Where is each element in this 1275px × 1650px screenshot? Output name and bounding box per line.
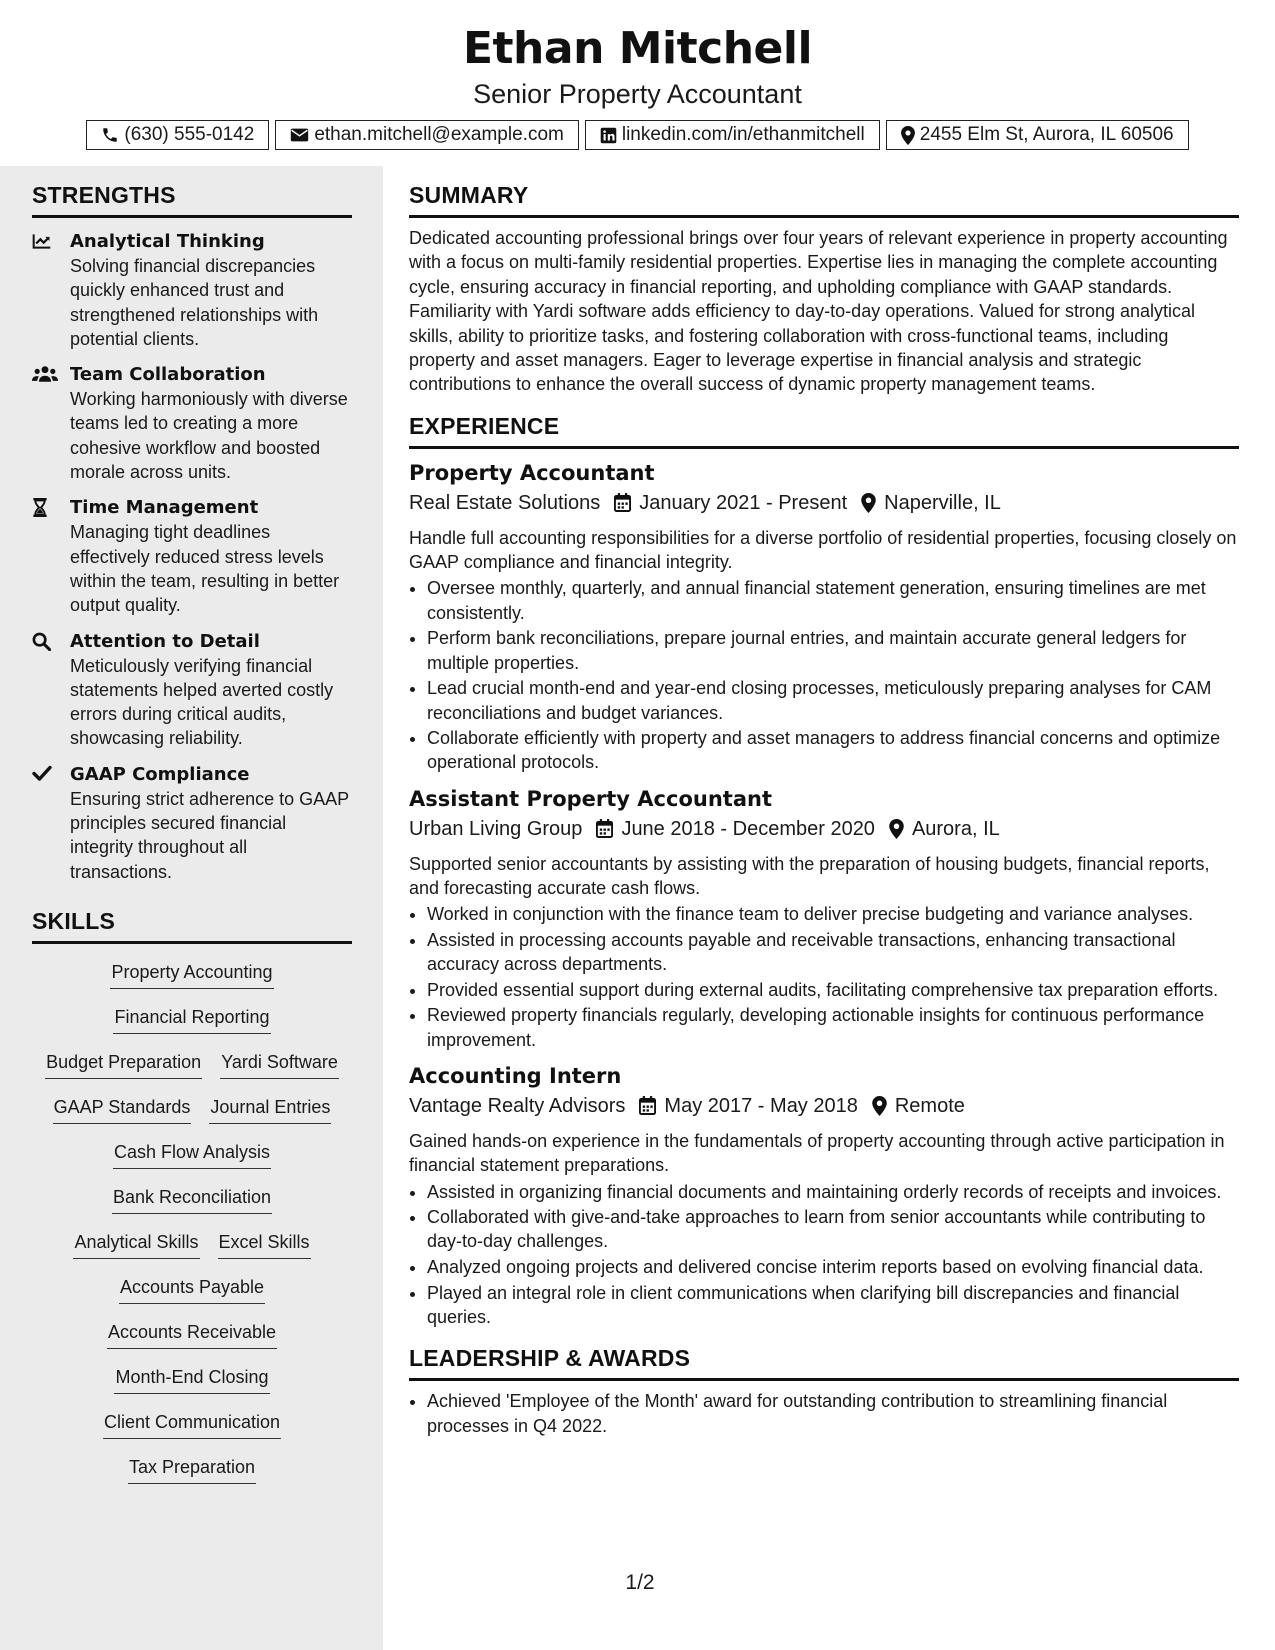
awards-heading: LEADERSHIP & AWARDS	[409, 1345, 1239, 1381]
job-title: Property Accountant	[409, 460, 655, 485]
main-column	[409, 166, 1239, 1439]
job-bullets	[409, 576, 1239, 774]
contact-phone-text: (630) 555-0142	[124, 124, 255, 145]
strength-desc: Ensuring strict adherence to GAAP principles secured financial integrity throughout all transactions.	[70, 788, 349, 882]
contact-linkedin-text: linkedin.com/in/ethanmitchell	[621, 124, 865, 145]
strength-item	[32, 230, 352, 351]
job-bullets	[409, 902, 1239, 1052]
bullet-item: • Analyzed ongoing projects and delivered concise interim reports based on evolving financial data.	[427, 1255, 1239, 1279]
strength-item	[32, 363, 352, 484]
strength-desc: Working harmoniously with diverse teams led to creating a more cohesive workflow and boosted morale across units.	[70, 389, 348, 483]
job-entry	[409, 785, 1239, 1052]
skill-tag: Yardi Software	[220, 1050, 339, 1079]
skill-tag: Journal Entries	[209, 1095, 331, 1124]
job-title: Assistant Property Accountant	[409, 786, 772, 811]
skill-tag: Bank Reconciliation	[112, 1185, 272, 1214]
map-pin-icon	[889, 819, 904, 839]
bullet-item: • Lead crucial month-end and year-end closing processes, meticulously preparing analyses for CAM reconciliations and budget variances.	[427, 676, 1239, 725]
skills-heading: SKILLS	[32, 908, 352, 944]
job-location: Remote	[894, 1094, 965, 1117]
job-company: Real Estate Solutions	[409, 491, 601, 514]
bullet-item: • Collaborated with give-and-take approaches to learn from senior accountants while contributing to day-to-day challenges.	[427, 1205, 1239, 1254]
contact-address	[886, 120, 1189, 150]
skill-tag: Month-End Closing	[114, 1365, 269, 1394]
award-item: • Achieved 'Employee of the Month' award for outstanding contribution to streamlining financial processes in Q4 2022.	[427, 1389, 1239, 1438]
job-dates: June 2018 - December 2020	[621, 817, 875, 840]
job-meta	[409, 1091, 1239, 1121]
contact-email	[275, 120, 579, 150]
summary-heading: SUMMARY	[409, 182, 1239, 218]
contact-phone	[86, 120, 269, 150]
skill-tag: Property Accounting	[110, 960, 273, 989]
skill-tag: Tax Preparation	[128, 1455, 256, 1484]
calendar-icon	[639, 1096, 656, 1115]
bullet-item: • Assisted in processing accounts payable and receivable transactions, enhancing transactional accuracy across departments.	[427, 928, 1239, 977]
bullet-item: • Reviewed property financials regularly, developing actionable insights for continuous performance improvement.	[427, 1003, 1239, 1052]
bullet-item: • Assisted in organizing financial documents and maintaining orderly records of receipts and invoices.	[427, 1180, 1239, 1204]
map-pin-icon	[872, 1096, 887, 1116]
map-pin-icon	[901, 126, 915, 145]
strength-title: Analytical Thinking	[70, 231, 265, 252]
strength-title: Time Management	[70, 497, 259, 519]
bullet-item: • Collaborate efficiently with property and asset managers to address financial concerns and optimize operational protocols.	[427, 726, 1239, 775]
strength-desc: Meticulously verifying financial statements helped averted costly errors during critical audits, showcasing reliability.	[70, 655, 334, 749]
calendar-icon	[596, 819, 613, 838]
job-description: Gained hands-on experience in the fundamentals of property accounting through active participation in financial statement preparations.	[409, 1130, 1225, 1176]
contact-email-text: ethan.mitchell@example.com	[314, 124, 564, 145]
job-entry	[409, 1062, 1239, 1329]
awards-section	[409, 1345, 1239, 1438]
bullet-item: • Played an integral role in client communications when clarifying bill discrepancies and financial queries.	[427, 1281, 1239, 1330]
map-pin-icon	[861, 493, 876, 513]
search-icon	[32, 630, 70, 751]
calendar-icon	[614, 493, 631, 512]
skill-tag: Accounts Payable	[119, 1275, 265, 1304]
candidate-title: Senior Property Accountant	[473, 79, 802, 109]
skill-tag: Budget Preparation	[45, 1050, 202, 1079]
summary-text: Dedicated accounting professional brings over four years of relevant experience in property accounting with a focus on multi-family residential properties. Expertise lies in managing the complete accounting cycle, ensuring accuracy in financial reporting, and upholding compliance with GAAP standards. Familiarity with Yardi software adds efficiency to day-to-day operations. Valued for strong analytical skills, ability to prioritize tasks, and fostering collaboration with cross-functional teams, including property and asset managers. Eager to leverage expertise in financial analysis and strategic contributions to enhance the overall success of dynamic property management teams.	[409, 228, 1228, 395]
summary-section	[409, 182, 1239, 397]
strength-title: Team Collaboration	[70, 364, 266, 386]
bullet-item: • Provided essential support during external audits, facilitating comprehensive tax preparation efforts.	[427, 978, 1239, 1002]
strength-desc: Solving financial discrepancies quickly enhanced trust and strengthened relationships with potential clients.	[70, 256, 319, 349]
skill-tag: Analytical Skills	[73, 1230, 199, 1259]
contact-address-text: 2455 Elm St, Aurora, IL 60506	[919, 124, 1174, 145]
experience-heading: EXPERIENCE	[409, 413, 1239, 449]
job-entry	[409, 459, 1239, 775]
phone-icon	[101, 126, 119, 144]
strength-item	[32, 763, 352, 884]
experience-section	[409, 413, 1239, 1329]
bullet-item: • Worked in conjunction with the finance team to deliver precise budgeting and variance analyses.	[427, 902, 1239, 926]
job-company: Urban Living Group	[409, 817, 583, 840]
contact-bar	[0, 120, 1275, 150]
job-description: Handle full accounting responsibilities for a diverse portfolio of residential properties, focusing closely on GAAP compliance and financial integrity.	[409, 527, 1237, 573]
users-icon	[32, 363, 70, 484]
job-company: Vantage Realty Advisors	[409, 1094, 626, 1117]
skill-tag: GAAP Standards	[53, 1095, 192, 1124]
job-description: Supported senior accountants by assisting with the preparation of housing budgets, financial reports, and forecasting accurate cash flows.	[409, 853, 1210, 898]
skill-tag: Financial Reporting	[113, 1005, 270, 1034]
strengths-heading: STRENGTHS	[32, 182, 352, 218]
resume-header	[0, 0, 1275, 150]
strength-desc: Managing tight deadlines effectively reduced stress levels within the team, resulting in better output quality.	[70, 522, 340, 616]
job-meta	[409, 488, 1239, 518]
hourglass-icon	[32, 496, 70, 617]
check-icon	[32, 763, 70, 884]
bullet-item: • Perform bank reconciliations, prepare journal entries, and maintain accurate general ledgers for multiple properties.	[427, 626, 1239, 675]
envelope-icon	[290, 127, 309, 143]
job-dates: January 2021 - Present	[639, 491, 848, 514]
job-meta	[409, 814, 1239, 844]
awards-list	[409, 1389, 1239, 1438]
skills-list	[32, 960, 352, 1500]
contact-linkedin	[585, 120, 880, 150]
job-dates: May 2017 - May 2018	[664, 1094, 858, 1117]
skill-tag: Client Communication	[103, 1410, 281, 1439]
skill-tag: Excel Skills	[218, 1230, 311, 1259]
strength-item	[32, 630, 352, 751]
strength-title: Attention to Detail	[70, 630, 260, 652]
job-bullets	[409, 1180, 1239, 1330]
job-location: Naperville, IL	[884, 491, 1001, 514]
page-number: 1/2	[625, 1571, 655, 1594]
strength-title: GAAP Compliance	[70, 763, 250, 785]
candidate-name: Ethan Mitchell	[462, 23, 813, 74]
job-title: Accounting Intern	[409, 1063, 622, 1088]
bullet-item: • Oversee monthly, quarterly, and annual financial statement generation, ensuring timelines are met consistently.	[427, 576, 1239, 625]
linkedin-icon	[600, 127, 617, 144]
strength-item	[32, 496, 352, 617]
skill-tag: Accounts Receivable	[107, 1320, 277, 1349]
sidebar	[0, 166, 383, 1650]
job-location: Aurora, IL	[911, 817, 1000, 840]
skill-tag: Cash Flow Analysis	[113, 1140, 271, 1169]
chart-line-icon	[32, 230, 70, 351]
